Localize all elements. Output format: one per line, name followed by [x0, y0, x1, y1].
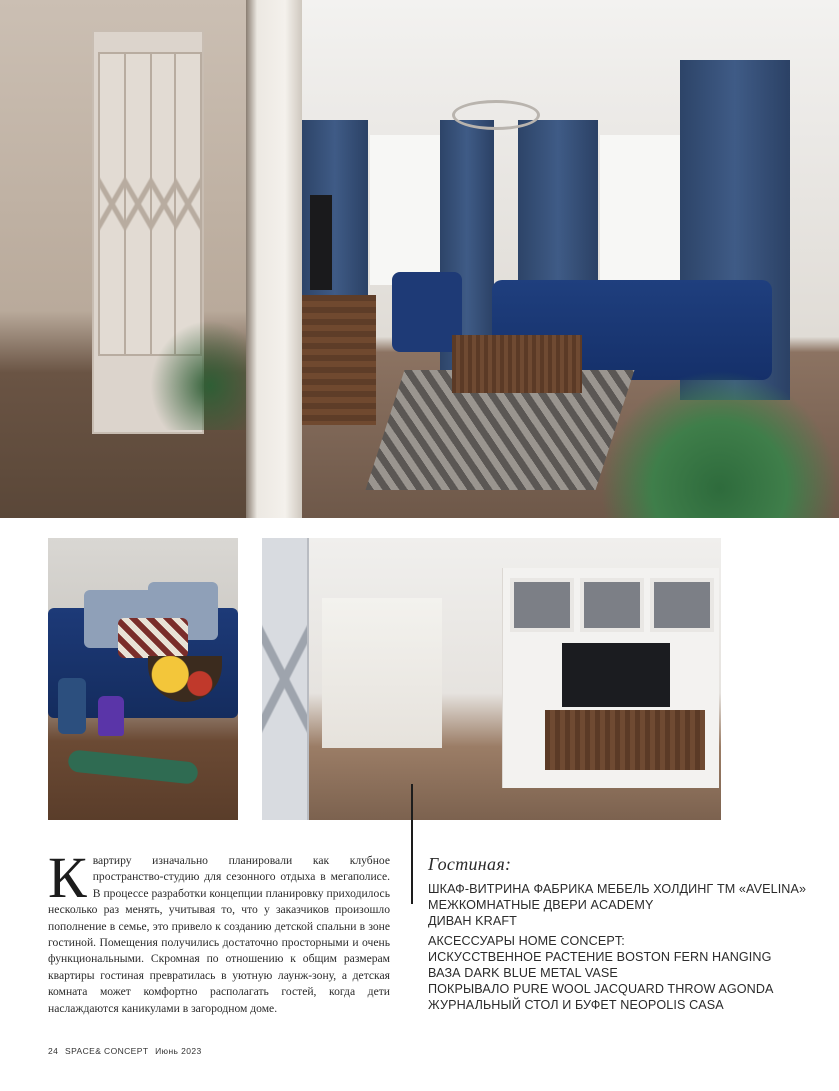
wardrobe-frame [262, 538, 309, 820]
hero-photo-living-room [0, 0, 839, 518]
tv [562, 643, 670, 707]
coffee-table [452, 335, 582, 393]
vitrine-window [580, 578, 644, 632]
wardrobe-door [124, 52, 152, 356]
door-frame [246, 0, 302, 518]
photo-tv-wall [262, 538, 721, 820]
page-footer [48, 1046, 206, 1056]
credit-line: МЕЖКОМНАТНЫЕ ДВЕРИ ACADEMY [428, 898, 654, 913]
credits-block [428, 853, 808, 1014]
glass [98, 696, 124, 736]
credit-line: ИСКУССТВЕННОЕ РАСТЕНИЕ BOSTON FERN HANGING [428, 949, 772, 964]
tray [67, 749, 199, 784]
magazine-name: SPACE& CONCEPT [65, 1046, 149, 1056]
issue-date: Июнь 2023 [155, 1046, 202, 1056]
fern-plant [600, 370, 839, 518]
credit-line: ВАЗА DARK BLUE METAL VASE [428, 966, 618, 981]
credit-line: ПОКРЫВАЛО PURE WOOL JACQUARD THROW AGONDA [428, 982, 774, 997]
pillow [118, 618, 188, 658]
credit-line: ДИВАН KRAFT [428, 914, 517, 929]
tv-console [302, 295, 376, 425]
article-text [48, 845, 390, 1017]
credits-title: Гостиная: [428, 854, 512, 874]
dropcap: К [48, 845, 87, 910]
vase [58, 678, 86, 734]
corridor [322, 598, 442, 748]
credit-line: АКСЕССУАРЫ HOME CONCEPT: [428, 933, 625, 948]
wardrobe-door [174, 52, 202, 356]
sideboard [545, 710, 705, 770]
page-number: 24 [48, 1046, 59, 1056]
tv [310, 195, 332, 290]
article-body: вартиру изначально планировали как клубное пространство-студию для сезонного отдыха в мегаполисе. В процессе разработки концепции планировку приходилось несколько раз менять, учитывая то, что у заказчиков произошло пополнение в семье, это привело к созданию детской спальни в зоне гостиной. Помещения получились достаточно просторными и очень функциональными. Скромная по отношению к общим размерам квартиры гостиная превратилась в уютную лаунж-зону, а детская комната может комфортно располагать гостей, когда дети наслаждаются каникулами в загородном доме. [48, 854, 390, 1015]
vitrine-window [650, 578, 714, 632]
window [370, 135, 440, 285]
column-divider [411, 784, 413, 904]
wardrobe-door [98, 52, 126, 356]
vitrine-window [510, 578, 574, 632]
photo-sofa-detail [48, 538, 238, 820]
fern-plant [150, 320, 250, 430]
credit-line: ШКАФ-ВИТРИНА ФАБРИКА МЕБЕЛЬ ХОЛДИНГ ТМ «AVELINA» [428, 882, 807, 896]
chandelier [452, 100, 540, 130]
window [600, 135, 680, 285]
credit-line: ЖУРНАЛЬНЫЙ СТОЛ И БУФЕТ NEOPOLIS CASA [428, 998, 724, 1013]
